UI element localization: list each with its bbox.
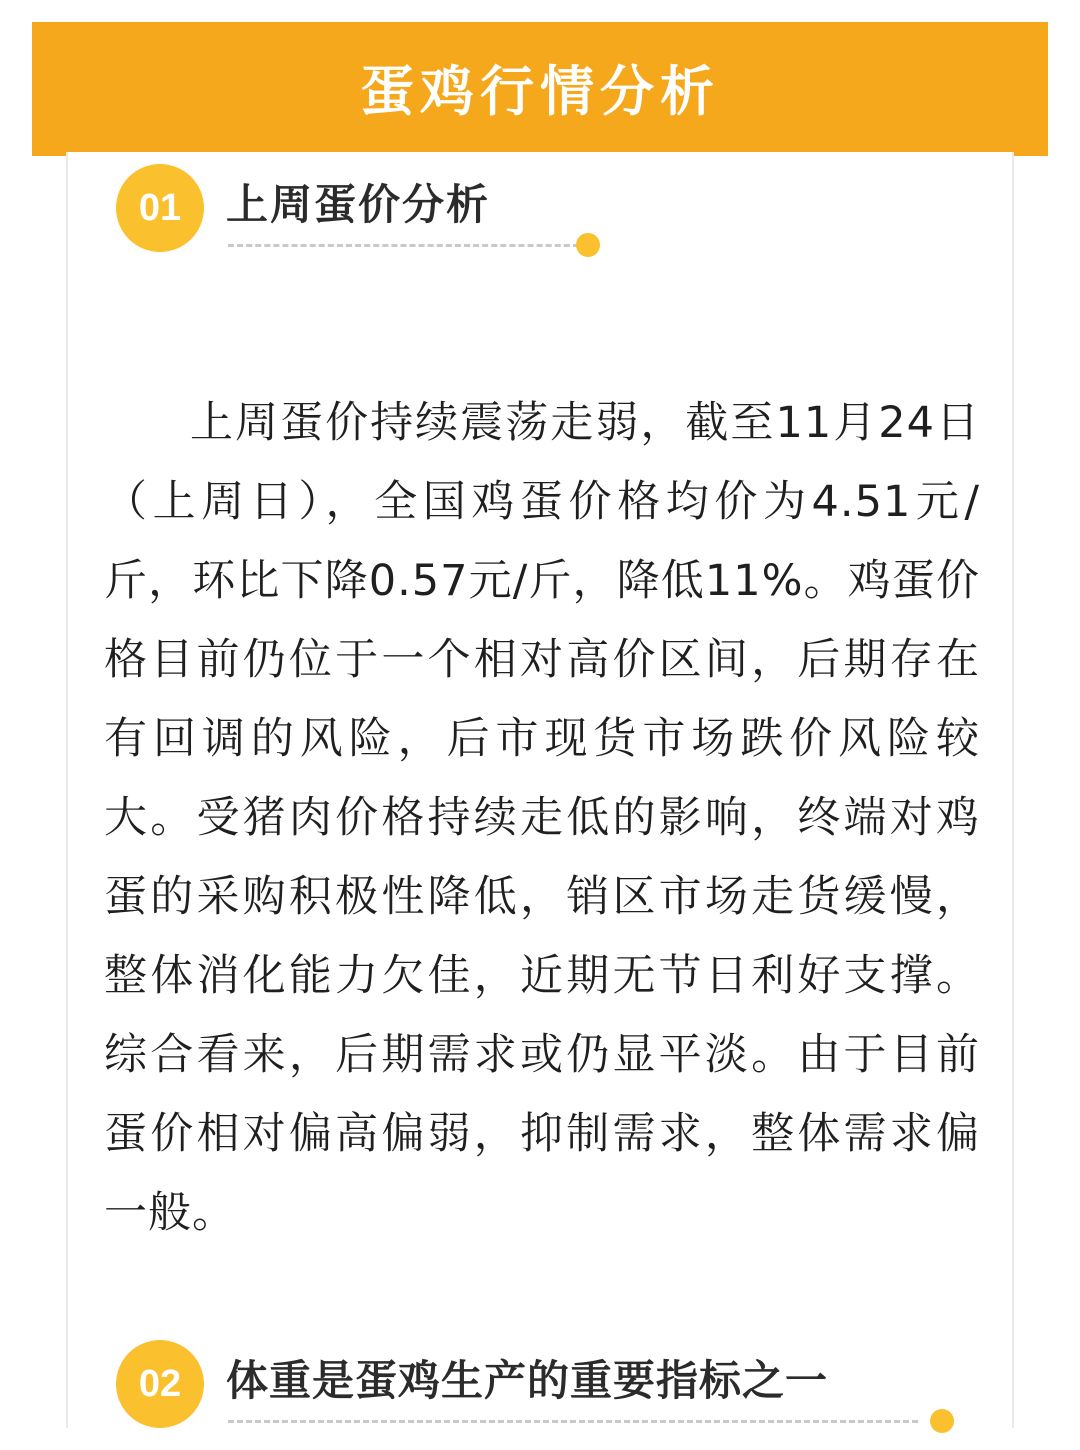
header-banner bbox=[32, 22, 1048, 152]
section-body-text: 上周蛋价持续震荡走弱，截至11月24日（上周日），全国鸡蛋价格均价为4.51元/斤，环比下降0.57元/斤，降低11%。鸡蛋价格目前仍位于一个相对高价区间，后期存在有回调的风险，后市现货市场跌价风险较大。受猪肉价格持续走低的影响，终端对鸡蛋的采购积极性降低，销区市场走货缓慢，整体消化能力欠佳，近期无节日利好支撑。综合看来，后期需求或仍显平淡。由于目前蛋价相对偏高偏弱，抑制需求，整体需求偏一般。 bbox=[104, 398, 980, 1238]
banner-notch-left bbox=[32, 130, 66, 156]
section-heading-01 bbox=[68, 152, 1012, 264]
page-title: 蛋鸡行情分析 bbox=[360, 59, 720, 123]
section-divider-dot bbox=[576, 233, 600, 257]
section-divider bbox=[228, 244, 588, 247]
section-heading-02 bbox=[68, 1330, 1012, 1450]
section-number-badge: 02 bbox=[116, 1340, 204, 1428]
section-divider bbox=[228, 1420, 918, 1423]
banner-notch-right bbox=[1014, 130, 1048, 156]
section-title: 上周蛋价分析 bbox=[226, 180, 491, 229]
section-title: 体重是蛋鸡生产的重要指标之一 bbox=[226, 1356, 829, 1405]
section-divider-dot bbox=[930, 1409, 954, 1433]
section-number-badge: 01 bbox=[116, 164, 204, 252]
content-card bbox=[66, 152, 1014, 1428]
